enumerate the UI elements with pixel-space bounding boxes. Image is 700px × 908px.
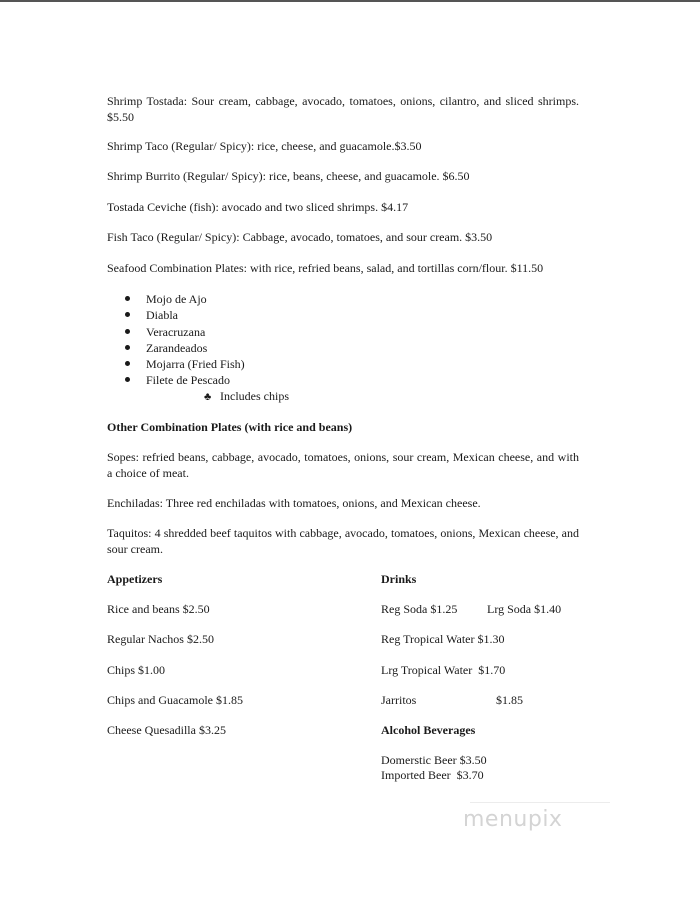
drink-lrg-soda: Lrg Soda $1.40: [487, 602, 562, 616]
item-seafood-combo: Seafood Combination Plates: with rice, refried beans, salad, and tortillas corn/flour. $11.50: [107, 261, 544, 275]
item-fish-taco: Fish Taco (Regular/ Spicy): Cabbage, avocado, tomatoes, and sour cream. $3.50: [107, 230, 493, 244]
list-item: Diabla: [114, 307, 245, 323]
appetizer-item: Regular Nachos $2.50: [107, 632, 214, 646]
includes-chips-note: ♣ Includes chips: [204, 389, 289, 403]
drink-jarritos-price: $1.85: [496, 693, 523, 707]
drink-reg-soda: Reg Soda $1.25: [381, 602, 458, 616]
item-taquitos: Taquitos: 4 shredded beef taquitos with cabbage, avocado, tomatoes, onions, Mexican cheese, and sour cream.: [107, 526, 579, 556]
menupix-watermark: menupix: [463, 807, 563, 832]
club-icon: ♣: [204, 391, 212, 403]
bullet-icon: [125, 345, 130, 350]
list-item: Mojo de Ajo: [114, 291, 245, 307]
watermark-rule: [470, 802, 610, 803]
alcohol-imported: Imported Beer $3.70: [381, 768, 484, 782]
seafood-options-list: [114, 291, 245, 389]
list-item: Mojarra (Fried Fish): [114, 356, 245, 372]
drink-reg-tropical: Reg Tropical Water $1.30: [381, 632, 505, 646]
item-tostada-ceviche: Tostada Ceviche (fish): avocado and two sliced shrimps. $4.17: [107, 200, 409, 214]
appetizers-heading: Appetizers: [107, 572, 163, 586]
appetizer-item: Chips and Guacamole $1.85: [107, 693, 243, 707]
bullet-icon: [125, 377, 130, 382]
item-shrimp-burrito: Shrimp Burrito (Regular/ Spicy): rice, beans, cheese, and guacamole. $6.50: [107, 169, 470, 183]
alcohol-domestic: Domerstic Beer $3.50: [381, 753, 487, 767]
drinks-heading: Drinks: [381, 572, 417, 586]
list-item: Zarandeados: [114, 340, 245, 356]
item-shrimp-tostada: Shrimp Tostada: Sour cream, cabbage, avocado, tomatoes, onions, cilantro, and sliced shrimps. $5.50: [107, 94, 579, 124]
other-combo-heading: Other Combination Plates (with rice and beans): [107, 420, 353, 434]
item-sopes: Sopes: refried beans, cabbage, avocado, tomatoes, onions, sour cream, Mexican cheese, and with a choice of meat.: [107, 450, 579, 480]
alcohol-heading: Alcohol Beverages: [381, 723, 476, 737]
drink-jarritos: Jarritos: [381, 693, 417, 707]
page-top-border: [0, 0, 700, 2]
bullet-icon: [125, 312, 130, 317]
item-shrimp-taco: Shrimp Taco (Regular/ Spicy): rice, cheese, and guacamole.$3.50: [107, 139, 422, 153]
item-enchiladas: Enchiladas: Three red enchiladas with tomatoes, onions, and Mexican cheese.: [107, 496, 481, 510]
appetizer-item: Chips $1.00: [107, 663, 166, 677]
bullet-icon: [125, 329, 130, 334]
bullet-icon: [125, 361, 130, 366]
bullet-icon: [125, 296, 130, 301]
list-item: Veracruzana: [114, 324, 245, 340]
appetizer-item: Cheese Quesadilla $3.25: [107, 723, 226, 737]
list-item: Filete de Pescado: [114, 372, 245, 388]
appetizer-item: Rice and beans $2.50: [107, 602, 210, 616]
drink-lrg-tropical: Lrg Tropical Water $1.70: [381, 663, 506, 677]
